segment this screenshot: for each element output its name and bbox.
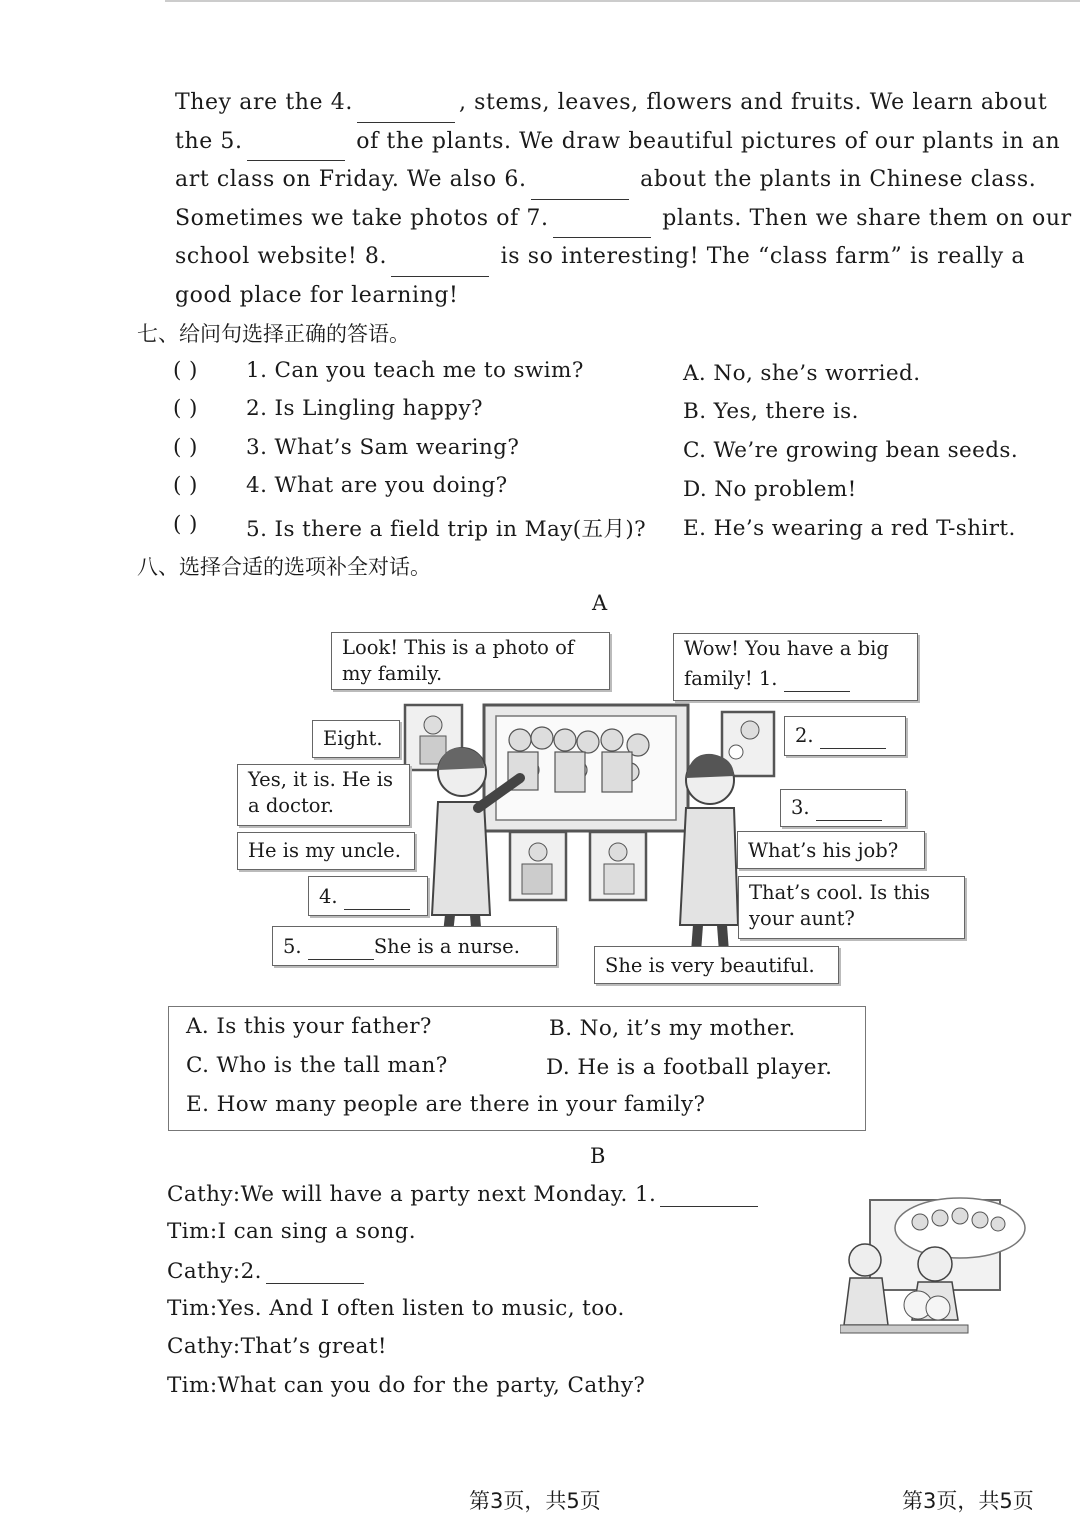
bubble-text: What’s his job?	[748, 839, 899, 862]
passage-line	[175, 200, 1072, 239]
answer-blank[interactable]	[357, 96, 455, 123]
speaker-colon: :	[232, 1259, 241, 1284]
bubble-text: Look! This is a photo of	[342, 636, 575, 659]
question-text: 2. Is Lingling happy?	[246, 396, 483, 421]
dialogue-line	[167, 1334, 387, 1359]
passage-line	[175, 161, 1040, 200]
footer-page-right: 第3页，共5页	[902, 1489, 1034, 1513]
bubble-text: Wow! You have a big	[684, 637, 889, 660]
speaker-name: Tim	[167, 1219, 210, 1244]
dialogue-text: Yes. And I often listen to music, too.	[217, 1296, 625, 1321]
bubble-text: She is very beautiful.	[605, 954, 815, 977]
passage-text: the 5.	[175, 128, 243, 154]
passage-text: good place for learning!	[175, 282, 459, 308]
speaker-name: Cathy	[167, 1182, 233, 1207]
part-a-label: A	[592, 591, 608, 615]
answer-bracket[interactable]: ( )	[173, 512, 198, 537]
bubble-wow	[673, 633, 918, 701]
passage-line	[175, 84, 1048, 123]
answer-blank[interactable]	[344, 889, 410, 910]
passage-text: They are the 4.	[175, 90, 353, 115]
passage-line	[175, 277, 1040, 316]
speaker-colon: :	[209, 1219, 218, 1244]
dialogue-line	[167, 1180, 762, 1207]
answer-blank[interactable]	[266, 1257, 364, 1284]
passage-text: is so interesting! The “class farm” is really a	[493, 244, 1026, 269]
answer-bracket[interactable]: ( )	[173, 435, 198, 460]
question-text: 5. Is there a field trip in May(五月)?	[246, 517, 647, 542]
dialogue-line	[167, 1257, 368, 1284]
bubble-q5	[272, 926, 557, 966]
bubble-text: 3.	[791, 796, 810, 819]
answer-blank[interactable]	[247, 134, 345, 161]
bubble-text: 5.	[283, 935, 302, 958]
speaker-colon: :	[209, 1373, 218, 1398]
bubble-eight	[312, 720, 400, 758]
speaker-name: Cathy	[167, 1259, 233, 1284]
bubble-text: your aunt?	[749, 907, 855, 930]
passage-text: plants. Then we share them on our	[654, 205, 1072, 231]
passage-text: school website! 8.	[175, 244, 388, 269]
bubble-text: a doctor.	[248, 794, 334, 817]
question-text: 4. What are you doing?	[246, 473, 508, 498]
passage-text: art class on Friday. We also 6.	[175, 167, 527, 192]
speaker-name: Tim	[167, 1296, 210, 1321]
answer-choice: C. We’re growing bean seeds.	[683, 438, 1019, 463]
part-b-label: B	[590, 1144, 606, 1168]
speaker-name: Cathy	[167, 1334, 233, 1359]
answer-choice: D. No problem!	[683, 477, 857, 502]
answer-blank[interactable]	[308, 939, 374, 960]
speaker-name: Tim	[167, 1373, 210, 1398]
passage-text: Sometimes we take photos of 7.	[175, 205, 549, 231]
section-7-title: 七、给问句选择正确的答语。	[137, 322, 410, 346]
reading-passage	[175, 84, 1072, 315]
dialogue-line	[167, 1373, 645, 1398]
question-text: 3. What’s Sam wearing?	[246, 435, 520, 460]
bubble-q2	[784, 716, 906, 756]
section-8-title: 八、选择合适的选项补全对话。	[137, 555, 431, 579]
bubble-text: Eight.	[323, 727, 383, 750]
bubble-doctor	[237, 764, 410, 826]
party-illustration	[840, 1190, 1030, 1340]
dialogue-line	[167, 1219, 416, 1244]
passage-text: about the plants in Chinese class.	[632, 167, 1037, 192]
bubble-beautiful	[594, 946, 839, 984]
answer-choice: E. He’s wearing a red T-shirt.	[683, 516, 1016, 541]
bubble-text: family! 1.	[684, 667, 778, 690]
question-text: 1. Can you teach me to swim?	[246, 358, 584, 383]
bubble-cool	[738, 876, 965, 939]
answer-choice: A. No, she’s worried.	[683, 361, 921, 386]
answer-bracket[interactable]: ( )	[173, 396, 198, 421]
bubble-q4	[308, 876, 428, 916]
dialogue-text: We will have a party next Monday. 1.	[240, 1182, 657, 1207]
option-e: E. How many people are there in your family?	[186, 1092, 706, 1117]
bubble-text: 4.	[319, 885, 338, 908]
answer-blank[interactable]	[816, 800, 882, 821]
answer-bracket[interactable]: ( )	[173, 473, 198, 498]
option-d: D. He is a football player.	[546, 1055, 833, 1080]
answer-blank[interactable]	[531, 173, 629, 200]
answer-choice: B. Yes, there is.	[683, 399, 859, 424]
dialogue-text: I can sing a song.	[217, 1219, 416, 1244]
bubble-text: She is a nurse.	[373, 935, 520, 958]
dialogue-text: 2.	[240, 1259, 262, 1284]
bubble-q3	[780, 789, 906, 827]
bubble-text: Yes, it is. He is	[248, 768, 394, 791]
speaker-colon: :	[232, 1182, 241, 1207]
passage-text: of the plants. We draw beautiful pictures of our plants in an	[348, 128, 1061, 154]
bubble-job	[737, 831, 925, 869]
footer-page-left: 第3页，共5页	[469, 1489, 601, 1513]
dialogue-text: What can you do for the party, Cathy?	[217, 1373, 646, 1398]
bubble-text: He is my uncle.	[248, 839, 401, 862]
option-a: A. Is this your father?	[186, 1014, 432, 1039]
passage-text: , stems, leaves, flowers and fruits. We learn about	[458, 90, 1048, 115]
passage-line	[175, 123, 1061, 162]
family-photo-illustration	[380, 690, 800, 960]
bubble-photo	[331, 632, 610, 690]
speaker-colon: :	[232, 1334, 241, 1359]
bubble-text: my family.	[342, 662, 443, 685]
bubble-text: That’s cool. Is this	[749, 881, 931, 904]
dialogue-line	[167, 1296, 625, 1321]
answer-bracket[interactable]: ( )	[173, 358, 198, 383]
bubble-text: 2.	[795, 724, 814, 747]
dialogue-text: That’s great!	[240, 1334, 387, 1359]
option-b: B. No, it’s my mother.	[549, 1016, 796, 1041]
option-c: C. Who is the tall man?	[186, 1053, 448, 1078]
passage-line	[175, 238, 1040, 277]
answer-blank[interactable]	[820, 728, 886, 749]
answer-blank[interactable]	[391, 250, 489, 277]
bubble-uncle	[237, 832, 415, 870]
answer-blank[interactable]	[553, 211, 651, 238]
top-edge-line	[165, 0, 1080, 2]
answer-blank[interactable]	[660, 1180, 758, 1207]
speaker-colon: :	[209, 1296, 218, 1321]
answer-blank[interactable]	[784, 671, 850, 692]
